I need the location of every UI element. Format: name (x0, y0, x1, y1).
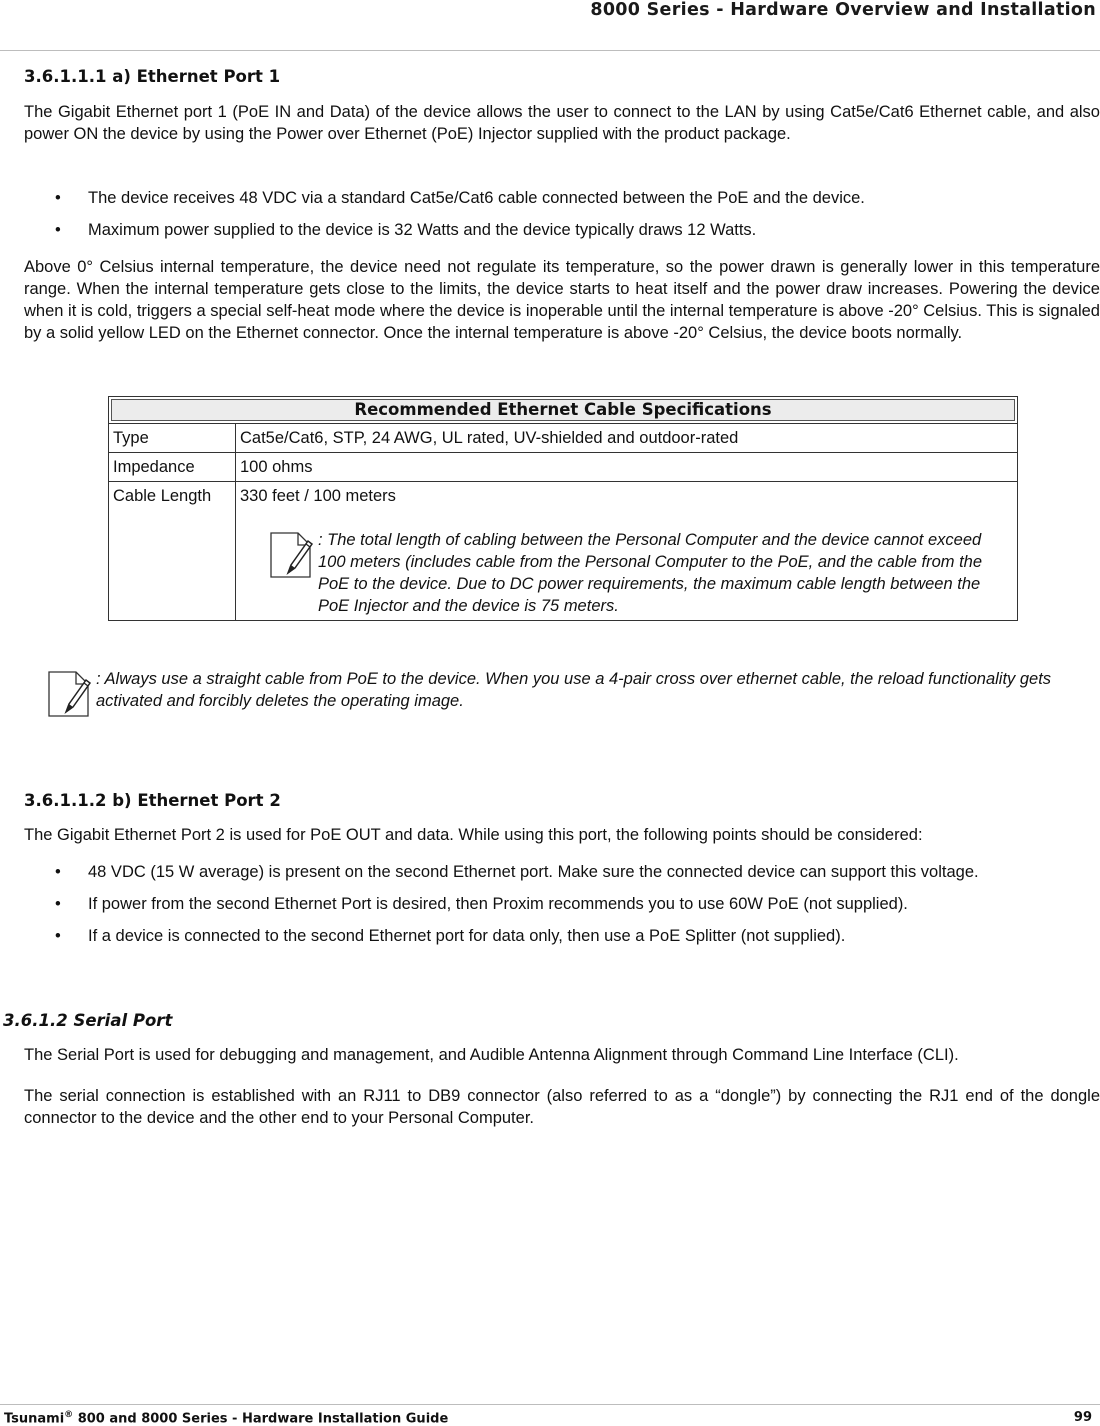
table-row (109, 424, 1018, 453)
table-cell-label: Impedance (109, 453, 236, 482)
cable-length-note-text: : The total length of cabling between the Personal Computer and the device cannot exceed 100 meters (includes cable from the Personal Computer to the PoE, and the cable from the PoE to the device. Due to DC power requirements, the maximum cable length between the PoE Injector and the device is 75 meters. (318, 531, 983, 615)
footer-brand: Tsunami (4, 1411, 65, 1426)
footer-guide-name: 800 and 8000 Series - Hardware Installation Guide (73, 1411, 449, 1426)
pencil-note-icon (266, 529, 316, 581)
ethernet-port-1-intro: The Gigabit Ethernet port 1 (PoE IN and Data) of the device allows the user to connect to the LAN by using Cat5e/Cat6 Ethernet cable, and also power ON the device by using the Power over Ethernet (PoE) Injector supplied with the product package. (24, 103, 1100, 143)
table-row (109, 453, 1018, 482)
serial-port-paragraph-2: The serial connection is established with an RJ11 to DB9 connector (also referred to as a “dongle”) by connecting the RJ1 end of the dongle connector to the device and the other end to your Personal Computer. (24, 1087, 1100, 1127)
temperature-paragraph: Above 0° Celsius internal temperature, the device need not regulate its temperature, so the power drawn is generally lower in this temperature range. When the internal temperature gets close to the limits, the device starts to heat itself and the power draw increases. Powering the device when it is cold, triggers a special self-heat mode where the device is inoperable until the internal temperature is above -20° Celsius. This is signaled by a solid yellow LED on the Ethernet connector. Once the internal temperature is above -20° Celsius, the device boots normally. (24, 258, 1100, 342)
table-cell-value (236, 482, 1018, 621)
pencil-note-icon (44, 668, 94, 720)
table-row (109, 482, 1018, 621)
serial-port-paragraph-1: The Serial Port is used for debugging and management, and Audible Antenna Alignment through Command Line Interface (CLI). (24, 1046, 959, 1064)
footer-guide-title (4, 1410, 448, 1426)
table-cell-value: Cat5e/Cat6, STP, 24 AWG, UL rated, UV-shielded and outdoor-rated (236, 424, 1018, 453)
footer-divider (0, 1404, 1100, 1405)
list-item: • 48 VDC (15 W average) is present on the second Ethernet port. Make sure the connected device can support this voltage. (24, 861, 1074, 883)
table-cell-value: 100 ohms (236, 453, 1018, 482)
page-number: 99 (1073, 1410, 1092, 1425)
straight-cable-note (44, 668, 1094, 720)
table-cell-label: Type (109, 424, 236, 453)
list-item: • Maximum power supplied to the device is 32 Watts and the device typically draws 12 Watts. (24, 219, 1074, 241)
section-heading-ethernet-port-1: 3.6.1.1.1 a) Ethernet Port 1 (24, 67, 281, 86)
list-item: • If power from the second Ethernet Port is desired, then Proxim recommends you to use 60W PoE (not supplied). (24, 893, 1074, 915)
section-heading-serial-port: 3.6.1.2 Serial Port (3, 1011, 173, 1030)
cable-length-value: 330 feet / 100 meters (240, 487, 396, 505)
ethernet-port-1-bullets (24, 187, 1074, 251)
list-item: • The device receives 48 VDC via a standard Cat5e/Cat6 cable connected between the PoE and the device. (24, 187, 1074, 209)
page-header-title: 8000 Series - Hardware Overview and Installation (590, 0, 1096, 20)
header-divider (0, 50, 1100, 51)
straight-cable-note-text: : Always use a straight cable from PoE to the device. When you use a 4-pair cross over ethernet cable, the reload functionality gets activated and forcibly deletes the operating image. (96, 670, 1052, 710)
table-cell-label: Cable Length (109, 482, 236, 621)
table-title: Recommended Ethernet Cable Specifications (109, 397, 1018, 424)
registered-mark: ® (64, 1410, 74, 1420)
cable-spec-table (108, 396, 1018, 621)
ethernet-port-2-intro: The Gigabit Ethernet Port 2 is used for PoE OUT and data. While using this port, the following points should be considered: (24, 826, 923, 844)
list-item: • If a device is connected to the second Ethernet port for data only, then use a PoE Splitter (not supplied). (24, 925, 1074, 947)
section-heading-ethernet-port-2: 3.6.1.1.2 b) Ethernet Port 2 (24, 791, 281, 810)
ethernet-port-2-bullets (24, 861, 1074, 957)
cable-length-note (240, 529, 1013, 617)
